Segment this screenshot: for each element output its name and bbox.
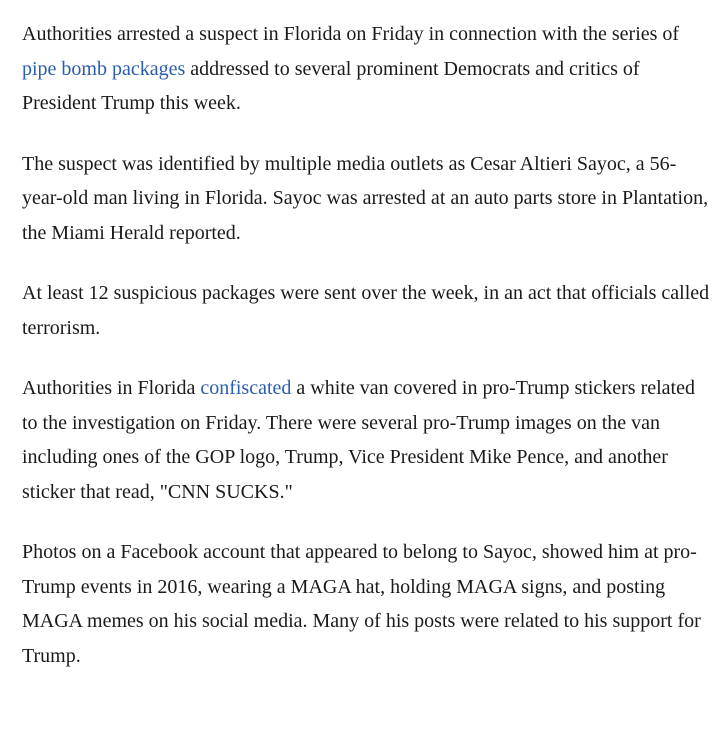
- paragraph-arrest-text-before: Authorities arrested a suspect in Florida on Friday in connection with the series of: [22, 23, 680, 45]
- paragraph-van-text-before: Authorities in Florida: [22, 377, 201, 399]
- paragraph-facebook-photos: Photos on a Facebook account that appeared to belong to Sayoc, showed him at pro-Trump events in 2016, wearing a MAGA hat, holding MAGA signs, and posting MAGA memes on his social media. Many of his posts were related to his support for Trump.: [22, 541, 701, 667]
- confiscated-link[interactable]: confiscated: [200, 377, 292, 399]
- paragraph-suspect-identity: The suspect was identified by multiple media outlets as Cesar Altieri Sayoc, a 56-year-old man living in Florida. Sayoc was arrested at an auto parts store in Plantation, the Miami Herald reported.: [22, 152, 709, 244]
- paragraph-suspicious-packages: At least 12 suspicious packages were sent over the week, in an act that officials called terrorism.: [22, 282, 710, 339]
- paragraph-arrest-text-after: addressed to several prominent Democrats and critics of President Trump this week.: [22, 57, 640, 114]
- paragraph-arrest: [22, 17, 710, 121]
- paragraph-van-text-after: a white van covered in pro-Trump stickers related to the investigation on Friday. There were several pro-Trump images on the van including ones of the GOP logo, Trump, Vice President Mike Pence, and another sticker that read, "CNN SUCKS.": [22, 377, 695, 503]
- pipe-bomb-packages-link[interactable]: pipe bomb packages: [22, 57, 186, 80]
- paragraph-van: [22, 371, 710, 509]
